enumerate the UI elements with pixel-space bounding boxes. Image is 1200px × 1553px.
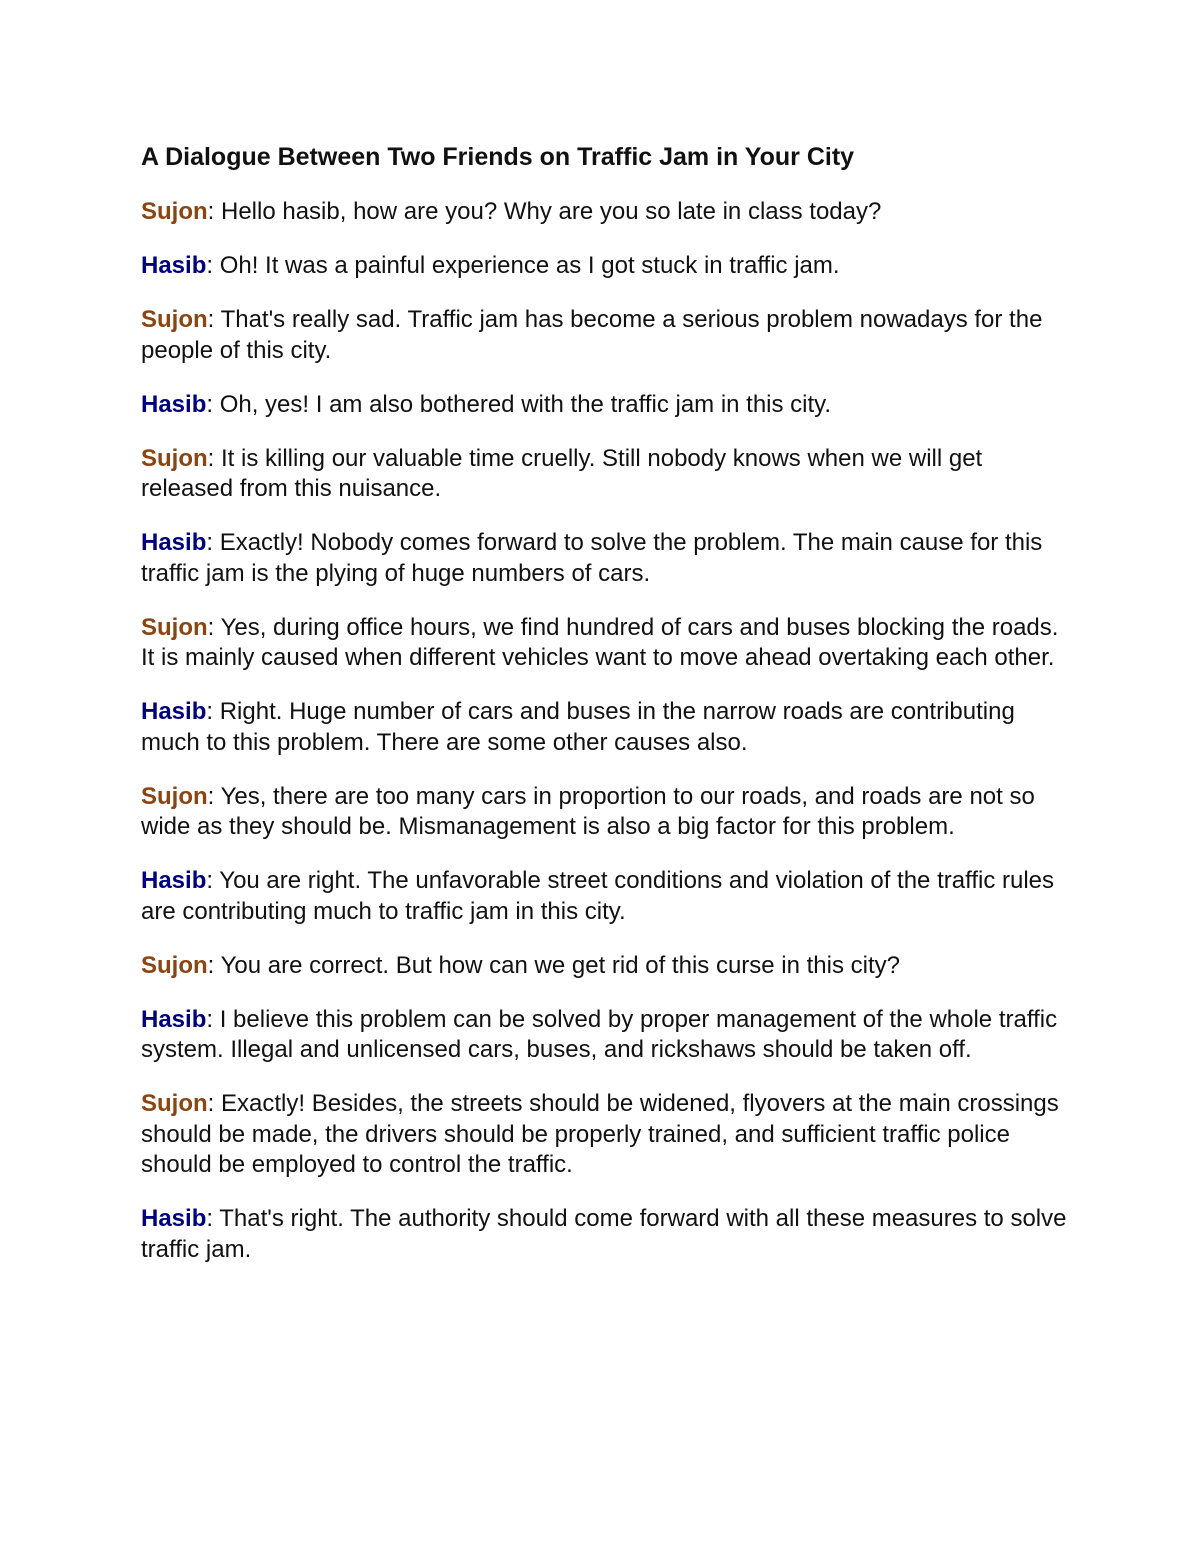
dialogue-text: That's right. The authority should come forward with all these measures to solve traffic jam. (141, 1205, 1067, 1263)
speaker-name-hasib: Hasib (141, 698, 207, 725)
dialogue-line (141, 951, 1071, 982)
speaker-separator: : (207, 198, 221, 225)
dialogue-line (141, 782, 1071, 843)
speaker-separator: : (206, 1005, 220, 1033)
speaker-name-sujon: Sujon (141, 782, 208, 810)
dialogue-line (141, 444, 1071, 505)
dialogue-text: You are right. The unfavorable street conditions and violation of the traffic rules are contributing much to traffic jam in this city. (141, 867, 1055, 925)
speaker-name-sujon: Sujon (141, 198, 208, 225)
speaker-separator: : (206, 698, 220, 725)
dialogue-text: Oh, yes! I am also bothered with the traffic jam in this city. (219, 390, 832, 418)
speaker-name-sujon: Sujon (141, 306, 208, 333)
speaker-name-hasib: Hasib (141, 1005, 207, 1033)
dialogue-text: Right. Huge number of cars and buses in the narrow roads are contributing much to this problem. There are some other causes also. (141, 698, 1015, 756)
dialogue-line (141, 866, 1071, 927)
speaker-separator: : (207, 613, 221, 641)
dialogue-line (141, 1005, 1071, 1066)
speaker-name-hasib: Hasib (141, 252, 207, 279)
dialogue-text: It is killing our valuable time cruelly. Still nobody knows when we will get released from this nuisance. (141, 444, 983, 502)
page-title: A Dialogue Between Two Friends on Traffic Jam in Your City (141, 143, 855, 171)
speaker-separator: : (206, 529, 220, 556)
speaker-name-sujon: Sujon (141, 444, 208, 472)
speaker-name-sujon: Sujon (141, 1090, 208, 1117)
speaker-separator: : (207, 1090, 221, 1117)
dialogue-line (141, 305, 1071, 366)
dialogue-line (141, 1204, 1071, 1265)
speaker-name-hasib: Hasib (141, 390, 207, 418)
dialogue-text: Hello hasib, how are you? Why are you so late in class today? (221, 198, 882, 225)
speaker-name-sujon: Sujon (141, 613, 208, 641)
dialogue-line (141, 390, 1071, 421)
dialogue-line (141, 697, 1071, 758)
dialogue-text: You are correct. But how can we get rid of this curse in this city? (220, 951, 901, 979)
dialogue-text: Yes, there are too many cars in proportion to our roads, and roads are not so wide as they should be. Mismanagement is also a big factor for this problem. (141, 782, 1035, 840)
speaker-separator: : (207, 444, 221, 472)
dialogue-line (141, 197, 1071, 228)
dialogue-line (141, 528, 1071, 589)
speaker-name-hasib: Hasib (141, 529, 207, 556)
dialogue-text: Oh! It was a painful experience as I got stuck in traffic jam. (219, 252, 840, 279)
speaker-separator: : (207, 951, 221, 979)
speaker-separator: : (206, 252, 220, 279)
speaker-separator: : (207, 782, 221, 810)
dialogue-text: Yes, during office hours, we find hundred of cars and buses blocking the roads. It is mainly caused when different vehicles want to move ahead overtaking each other. (141, 613, 1059, 671)
speaker-separator: : (206, 1205, 220, 1232)
dialogue-line (141, 1089, 1071, 1181)
dialogue-line (141, 613, 1071, 674)
dialogue-text: I believe this problem can be solved by proper management of the whole traffic system. Illegal and unlicensed cars, buses, and rickshaws should be taken off. (141, 1005, 1058, 1063)
dialogue (141, 197, 1071, 1265)
speaker-separator: : (206, 390, 220, 418)
speaker-name-hasib: Hasib (141, 867, 207, 894)
speaker-separator: : (207, 306, 221, 333)
dialogue-text: That's really sad. Traffic jam has become a serious problem nowadays for the people of this city. (141, 306, 1043, 364)
dialogue-text: Exactly! Nobody comes forward to solve the problem. The main cause for this traffic jam is the plying of huge numbers of cars. (141, 529, 1043, 587)
speaker-name-hasib: Hasib (141, 1205, 207, 1232)
dialogue-line (141, 251, 1071, 282)
document-page (141, 138, 1071, 1289)
dialogue-text: Exactly! Besides, the streets should be widened, flyovers at the main crossings should be made, the drivers should be properly trained, and sufficient traffic police should be employed to control the traffic. (141, 1090, 1059, 1178)
speaker-separator: : (206, 867, 220, 894)
speaker-name-sujon: Sujon (141, 951, 208, 979)
